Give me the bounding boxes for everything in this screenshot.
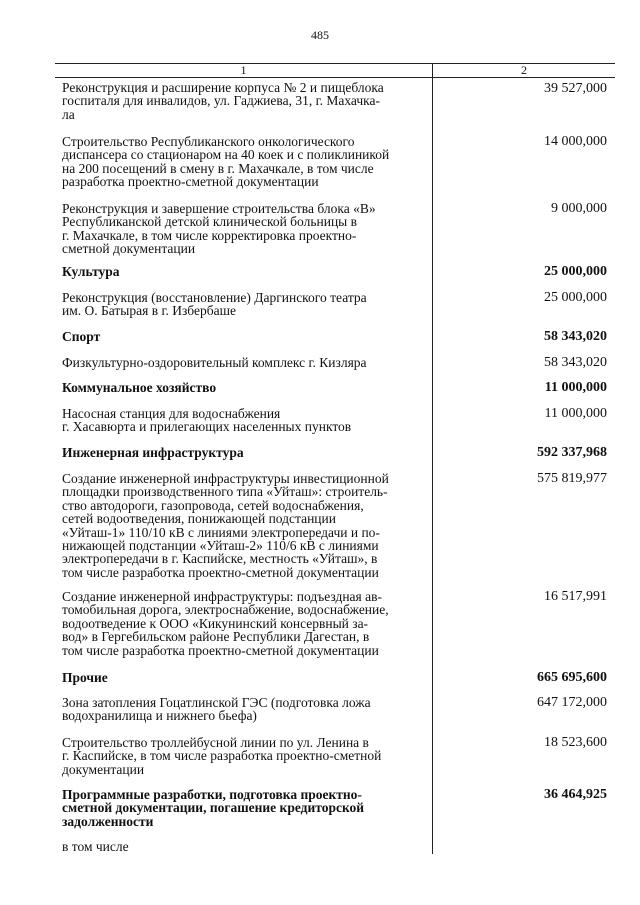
row-amount: 25 000,000 xyxy=(544,290,607,305)
section-heading-culture: Культура xyxy=(62,264,120,279)
column-header-1: 1 xyxy=(240,63,247,77)
row-text: Физкультурно-оздоровительный комплекс г. Кизляра xyxy=(62,355,367,370)
column-divider xyxy=(432,64,433,854)
page-number: 485 xyxy=(311,28,329,42)
row-text: Создание инженерной инфраструктуры инвестиционной площадки производственного типа «Уйташ»: строитель- ство автодороги, газопровода, сетей водоснабжения, сетей водоотведения, понижающей подстанции «Уйташ-1» 110/10 кВ с линиями электропередачи и по- нижающей подстанции «Уйташ-2» 110/6 кВ с линиями электропередачи в г. Каспийске, местность «Уйташ», в том числе разработка проектно-сметной документации xyxy=(62,471,389,580)
row-amount: 575 819,977 xyxy=(537,471,607,486)
section-heading-programs: Программные разработки, подготовка проектно- сметной документации, погашение кредиторской задолженности xyxy=(62,787,365,829)
row-text: Строительство Республиканского онкологического диспансера со стационаром на 40 коек и с поликлиникой на 200 посещений в смену в г. Махачкале, в том числе разработка проектно-сметной документации xyxy=(62,134,390,190)
section-heading-engineering: Инженерная инфраструктура xyxy=(62,445,244,460)
row-text: Зона затопления Гоцатлинской ГЭС (подготовка ложа водохранилища и нижнего бьефа) xyxy=(62,695,371,724)
section-total-sport: 58 343,020 xyxy=(544,329,607,344)
row-amount: 16 517,991 xyxy=(544,589,607,604)
row-amount: 11 000,000 xyxy=(544,406,607,421)
row-amount: 58 343,020 xyxy=(544,355,607,370)
row-text: Реконструкция (восстановление) Даргинского театра им. О. Батырая в г. Избербаше xyxy=(62,290,367,319)
row-amount: 14 000,000 xyxy=(544,134,607,149)
row-text: Реконструкция и расширение корпуса № 2 и пищеблока госпиталя для инвалидов, ул. Гаджиева, 31, г. Махачка- ла xyxy=(62,80,384,122)
row-amount: 647 172,000 xyxy=(537,695,607,710)
section-total-programs: 36 464,925 xyxy=(544,787,607,802)
row-text: Строительство троллейбусной линии по ул. Ленина в г. Каспийске, в том числе разработка проектно-сметной документации xyxy=(62,735,382,777)
section-total-communal: 11 000,000 xyxy=(544,380,607,395)
header-rule xyxy=(55,77,615,78)
column-header-2: 2 xyxy=(521,63,527,77)
row-amount: 18 523,600 xyxy=(544,735,607,750)
section-heading-sport: Спорт xyxy=(62,329,101,344)
row-amount: 9 000,000 xyxy=(551,201,607,216)
row-amount: 39 527,000 xyxy=(544,81,607,96)
section-total-engineering: 592 337,968 xyxy=(537,445,607,460)
row-text: Реконструкция и завершение строительства блока «В» Республиканской детской клинической больницы в г. Махачкале, в том числе корректировка проектно- сметной документации xyxy=(62,201,376,257)
section-heading-other: Прочие xyxy=(62,670,108,685)
row-text: Создание инженерной инфраструктуры: подъездная ав- томобильная дорога, электроснабжение, водоснабжение, водоотведение к ООО «Кикунинский консервный за- вод» в Гергебильском районе Республики Дагестан, в том числе разработка проектно-сметной документации xyxy=(62,589,389,658)
section-heading-communal: Коммунальное хозяйство xyxy=(62,380,217,395)
section-total-culture: 25 000,000 xyxy=(544,264,607,279)
row-text: в том числе xyxy=(62,839,129,854)
section-total-other: 665 695,600 xyxy=(537,670,607,685)
row-text: Насосная станция для водоснабжения г. Хасавюрта и прилегающих населенных пунктов xyxy=(62,406,352,435)
